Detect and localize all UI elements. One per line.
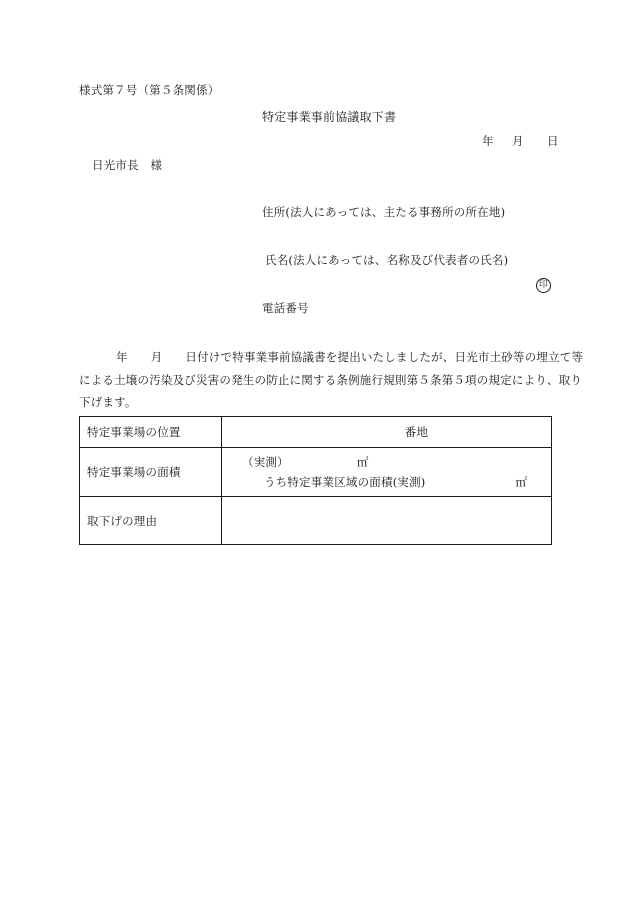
area-sub-label: うち特定事業区域の面積(実測) bbox=[264, 475, 426, 489]
seal-mark: 印 bbox=[536, 278, 551, 293]
body-month: 月 bbox=[150, 350, 163, 364]
area-label: 特定事業場の面積 bbox=[80, 448, 222, 497]
body-text: 日付けで特事業事前協議書を提出いたしましたが、日光市土砂等の埋立て等による土壌の汚染及び災害の発生の防止に関する条例施行規則第５条第５項の規定により、取り下げます。 bbox=[79, 350, 584, 409]
reason-label: 取下げの理由 bbox=[80, 497, 222, 545]
area-unit: ㎡ bbox=[356, 455, 369, 469]
applicant-name-label: 氏名(法人にあっては、名称及び代表者の氏名) bbox=[265, 253, 509, 267]
body-year: 年 bbox=[116, 350, 128, 364]
area-measured-line bbox=[222, 452, 551, 472]
area-sub-unit: ㎡ bbox=[515, 475, 528, 489]
date-year-label: 年 bbox=[482, 134, 494, 148]
reason-value bbox=[222, 497, 552, 545]
applicant-address-label: 住所(法人にあっては、主たる事務所の所在地) bbox=[262, 205, 506, 219]
document-title: 特定事業事前協議取下書 bbox=[262, 110, 397, 124]
date-month-label: 月 bbox=[512, 134, 524, 148]
table-row-area bbox=[80, 448, 552, 497]
area-measured-label: （実測） bbox=[242, 455, 289, 469]
area-cell bbox=[222, 448, 552, 497]
applicant-phone-label: 電話番号 bbox=[262, 301, 309, 315]
location-value: 番地 bbox=[222, 417, 552, 448]
addressee: 日光市長 様 bbox=[92, 158, 163, 172]
date-line bbox=[482, 133, 559, 149]
date-day-label: 日 bbox=[547, 134, 559, 148]
area-sub-line bbox=[222, 472, 551, 492]
body-paragraph bbox=[79, 346, 584, 414]
location-label: 特定事業場の位置 bbox=[80, 417, 222, 448]
details-table bbox=[79, 416, 552, 545]
table-row-location bbox=[80, 417, 552, 448]
table-row-reason bbox=[80, 497, 552, 545]
form-number: 様式第７号（第５条関係） bbox=[79, 83, 220, 97]
